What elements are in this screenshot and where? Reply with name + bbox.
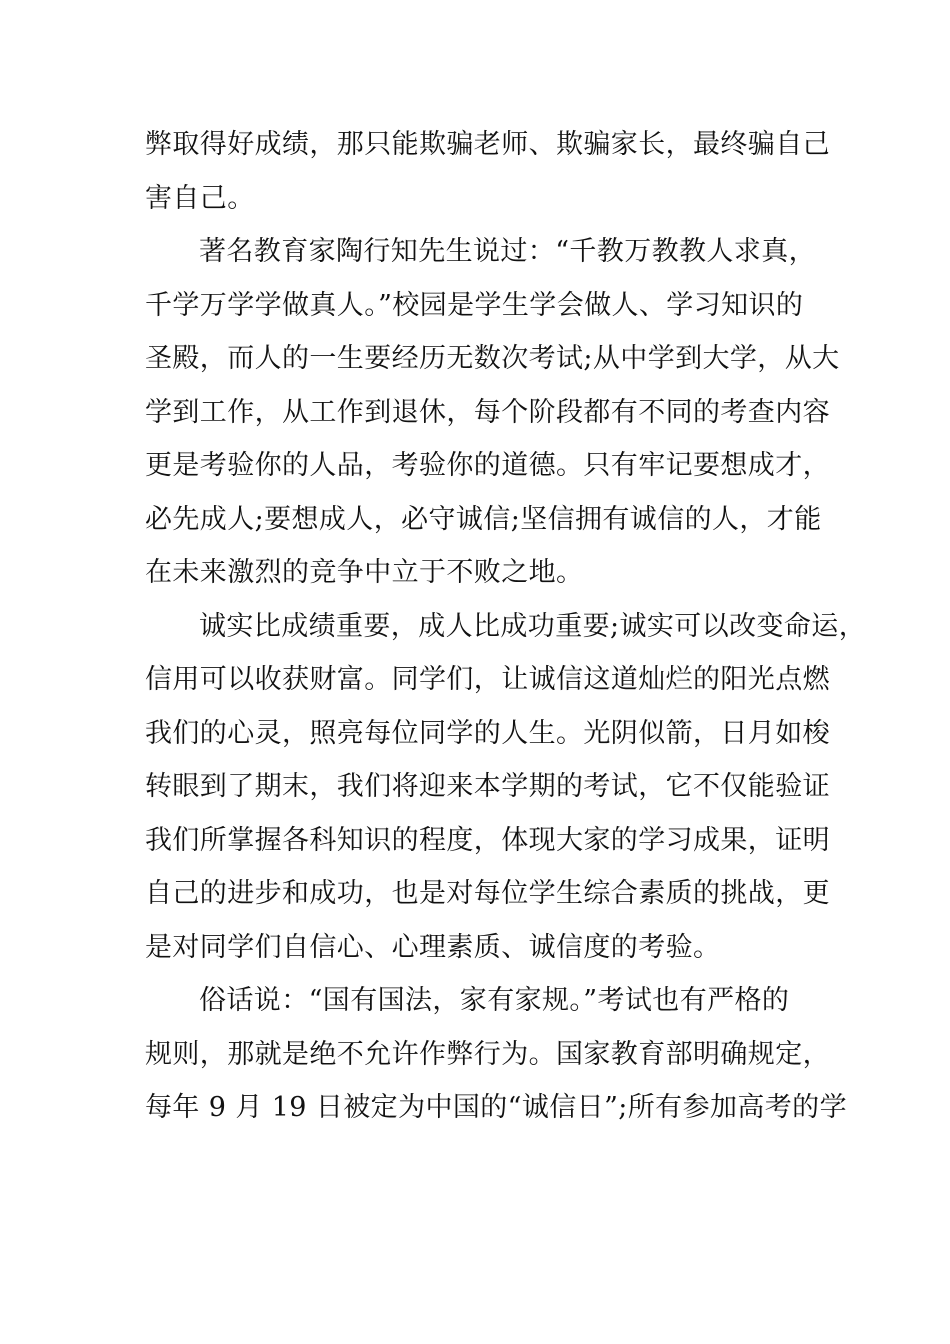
text-line: 圣殿，而人的一生要经历无数次考试;从中学到大学，从大 — [145, 343, 840, 374]
text-line: 在未来激烈的竞争中立于不败之地。 — [145, 557, 584, 588]
text-line: 更是考验你的人品，考验你的道德。只有牢记要想成才， — [145, 450, 830, 481]
text-line: 必先成人;要想成人，必守诚信;坚信拥有诚信的人，才能 — [145, 503, 822, 535]
text-line: 规则，那就是绝不允许作弊行为。国家教育部明确规定， — [145, 1038, 830, 1070]
text-line: 自己的进步和成功，也是对每位学生综合素质的挑战，更 — [145, 878, 830, 909]
text-line: 学到工作，从工作到退休，每个阶段都有不同的考查内容 — [145, 396, 830, 428]
text-line: 我们所掌握各科知识的程度，体现大家的学习成果，证明 — [145, 824, 830, 856]
text-line: 我们的心灵，照亮每位同学的人生。光阴似箭，日月如梭 — [145, 717, 830, 749]
text-line: 每年 9 月 19 日被定为中国的“诚信日”;所有参加高考的学 — [145, 1092, 847, 1123]
text-line: 害自己。 — [145, 182, 255, 214]
text-line: 千学万学学做真人。”校园是学生学会做人、学习知识的 — [145, 289, 804, 321]
text-line: 是对同学们自信心、心理素质、诚信度的考验。 — [145, 931, 721, 963]
paragraph-start-line: 著名教育家陶行知先生说过：“千教万教教人求真， — [199, 236, 817, 267]
paragraph-start-line: 诚实比成绩重要，成人比成功重要;诚实可以改变命运， — [199, 610, 867, 642]
text-line: 信用可以收获财富。同学们，让诚信这道灿烂的阳光点燃 — [145, 664, 830, 695]
paragraph-start-line: 俗话说：“国有国法，家有家规。”考试也有严格的 — [199, 985, 790, 1016]
text-line: 转眼到了期末，我们将迎来本学期的考试，它不仅能验证 — [145, 771, 830, 802]
document-body — [145, 118, 867, 1135]
text-line: 弊取得好成绩，那只能欺骗老师、欺骗家长，最终骗自己 — [145, 129, 830, 160]
